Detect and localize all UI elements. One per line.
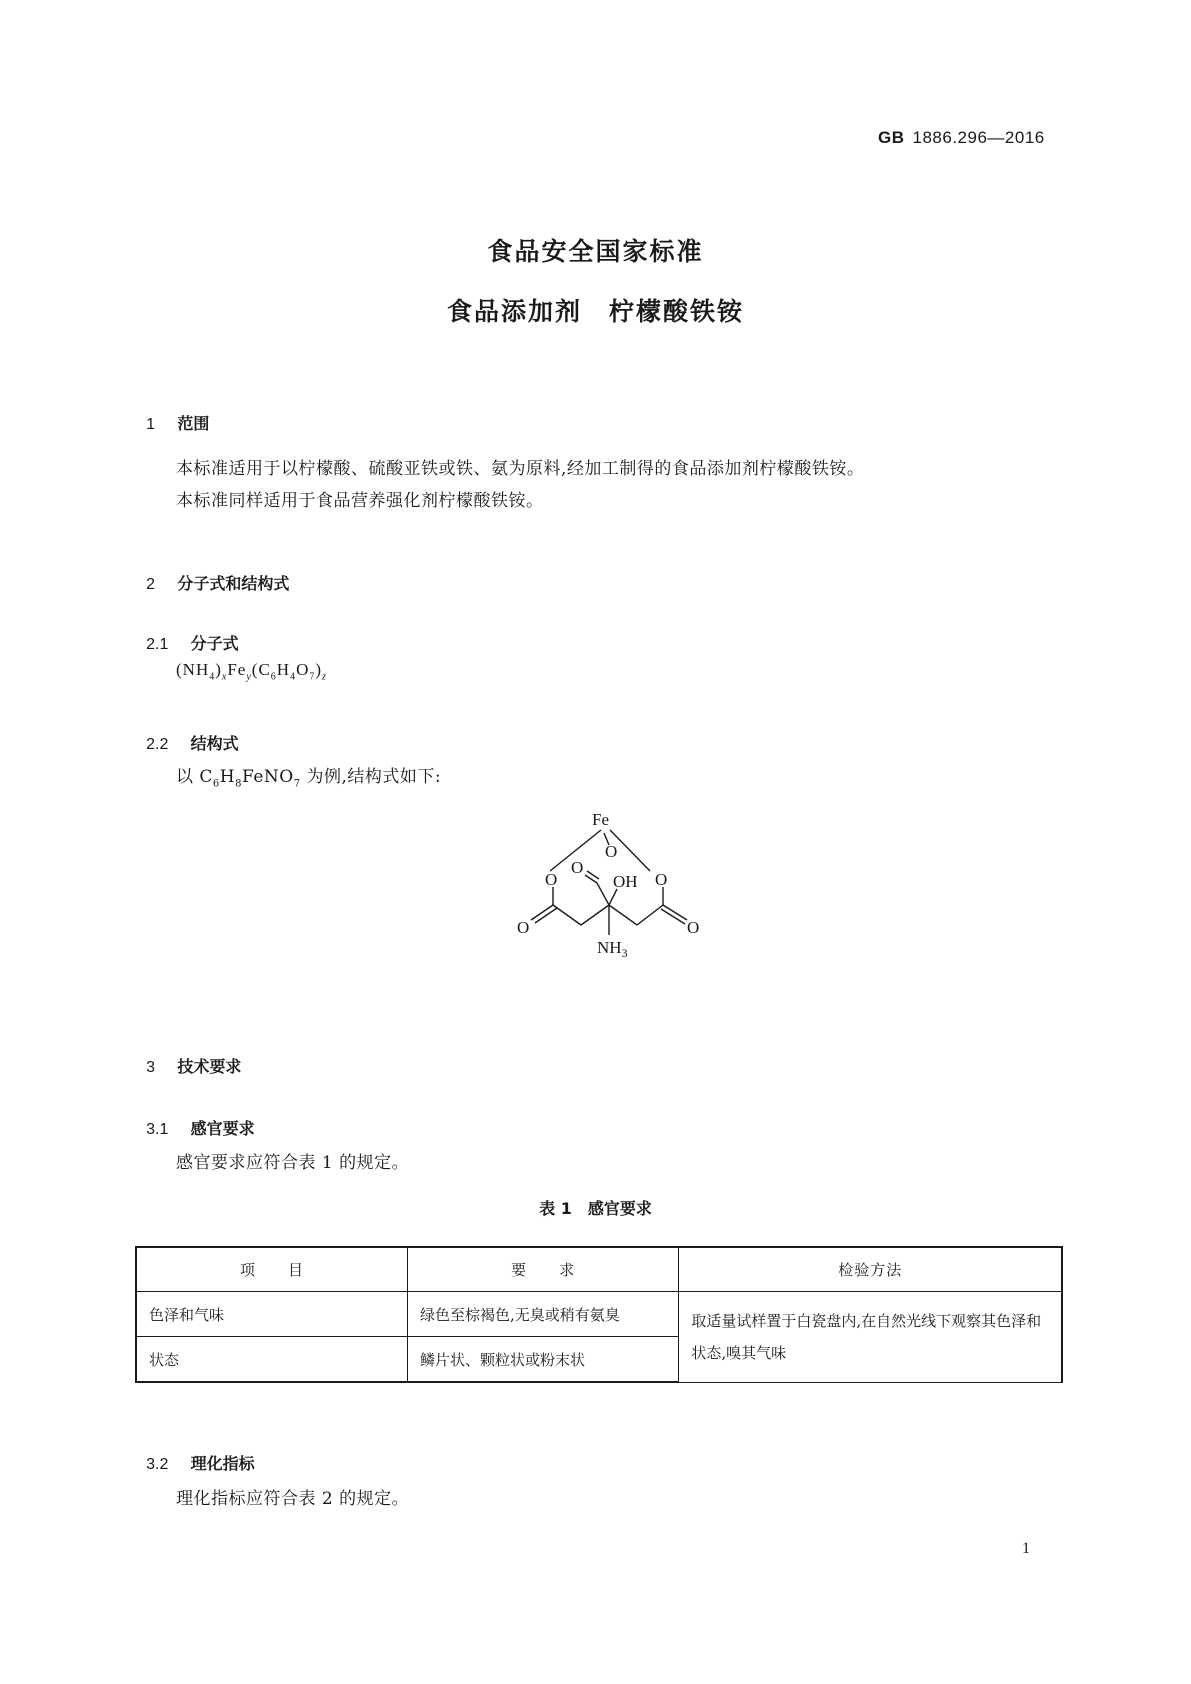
bond <box>609 889 617 905</box>
intro-subscript: 7 <box>293 778 301 790</box>
section-number: 2 <box>146 576 156 593</box>
cell-method: 取适量试样置于白瓷盘内,在自然光线下观察其色泽和状态,嗅其气味 <box>679 1292 1062 1383</box>
section-title: 技术要求 <box>177 1057 242 1076</box>
atom-o: O <box>605 842 618 861</box>
cell-item: 色泽和气味 <box>136 1292 407 1337</box>
section-title: 感官要求 <box>190 1119 255 1138</box>
molecular-formula <box>176 660 327 682</box>
table-1-caption: 表 1 感官要求 <box>539 1199 652 1218</box>
section-number: 3 <box>146 1059 156 1076</box>
atom-nh-subscript: 3 <box>621 946 628 960</box>
section-title: 范围 <box>177 414 210 433</box>
cell-requirement: 鳞片状、颗粒状或粉末状 <box>407 1337 678 1383</box>
header-requirement: 要 求 <box>407 1247 678 1292</box>
formula-part: ) <box>315 660 323 679</box>
section-title: 分子式 <box>190 634 239 653</box>
formula-subscript: 4 <box>290 671 297 683</box>
section-2-1-heading <box>135 612 239 654</box>
table-row <box>136 1292 1062 1337</box>
intro-part: 以 C <box>176 767 213 787</box>
atom-o: O <box>517 918 530 937</box>
section-1-heading <box>135 392 209 434</box>
formula-part: Fe <box>227 660 247 679</box>
bond <box>597 883 609 905</box>
section-title: 理化指标 <box>190 1454 255 1473</box>
atom-o: O <box>687 918 700 937</box>
formula-part: ) <box>215 660 222 679</box>
structure-intro <box>176 762 441 789</box>
scope-paragraph-1: 本标准适用于以柠檬酸、硫酸亚铁或铁、氨为原料,经加工制得的食品添加剂柠檬酸铁铵。 <box>176 459 865 479</box>
main-title: 食品安全国家标准 <box>487 237 704 266</box>
section-2-2-heading <box>135 712 239 754</box>
standard-number: 1886.296—2016 <box>912 128 1045 147</box>
formula-part: (NH <box>176 660 210 679</box>
formula-subscript: 7 <box>309 671 316 683</box>
section-number: 3.1 <box>146 1121 169 1138</box>
intro-part: H <box>219 767 236 787</box>
formula-subscript: 6 <box>270 671 277 683</box>
intro-subscript: 8 <box>235 778 242 790</box>
cell-item: 状态 <box>136 1337 407 1383</box>
section-3-2-heading <box>135 1432 255 1474</box>
cell-requirement: 绿色至棕褐色,无臭或稍有氨臭 <box>407 1292 678 1337</box>
standard-code <box>878 128 1045 148</box>
page-number: 1 <box>1022 1540 1030 1557</box>
intro-subscript: 6 <box>212 778 220 790</box>
section-title: 分子式和结构式 <box>177 574 290 593</box>
sensory-requirements-table <box>135 1246 1063 1383</box>
intro-part: FeNO <box>242 767 294 787</box>
formula-subscript: x <box>221 671 228 683</box>
header-item: 项 目 <box>136 1247 407 1292</box>
atom-o: O <box>655 870 668 889</box>
formula-subscript: z <box>322 671 327 683</box>
section-3-1-heading <box>135 1097 255 1139</box>
physicochemical-paragraph: 理化指标应符合表 2 的规定。 <box>176 1489 410 1509</box>
section-number: 3.2 <box>146 1456 169 1473</box>
formula-subscript: y <box>246 671 252 683</box>
formula-subscript: 4 <box>209 671 216 683</box>
atom-nh-text: NH <box>597 938 622 957</box>
formula-part: H <box>276 660 291 679</box>
bond <box>581 905 609 925</box>
sub-title: 食品添加剂 柠檬酸铁铵 <box>446 297 744 326</box>
bond <box>609 905 637 925</box>
section-number: 2.1 <box>146 636 169 653</box>
scope-paragraph-2: 本标准同样适用于食品营养强化剂柠檬酸铁铵。 <box>176 491 544 511</box>
sensory-paragraph: 感官要求应符合表 1 的规定。 <box>176 1153 410 1173</box>
bond <box>637 905 663 925</box>
section-title: 结构式 <box>190 734 239 753</box>
atom-oh: OH <box>613 872 638 891</box>
section-number: 2.2 <box>146 736 169 753</box>
atom-nh3 <box>597 938 628 960</box>
intro-part: 为例,结构式如下: <box>300 767 442 787</box>
formula-part: (C <box>251 660 271 679</box>
section-2-heading <box>135 552 289 594</box>
section-number: 1 <box>146 416 156 433</box>
bond <box>553 905 581 925</box>
structural-formula <box>505 805 705 960</box>
section-3-heading <box>135 1035 241 1077</box>
header-method: 检验方法 <box>679 1247 1062 1292</box>
table-header-row <box>136 1247 1062 1292</box>
atom-fe: Fe <box>592 810 609 829</box>
formula-part: O <box>296 660 310 679</box>
atom-o: O <box>545 870 558 889</box>
atom-o: O <box>571 858 584 877</box>
standard-prefix: GB <box>878 128 905 147</box>
